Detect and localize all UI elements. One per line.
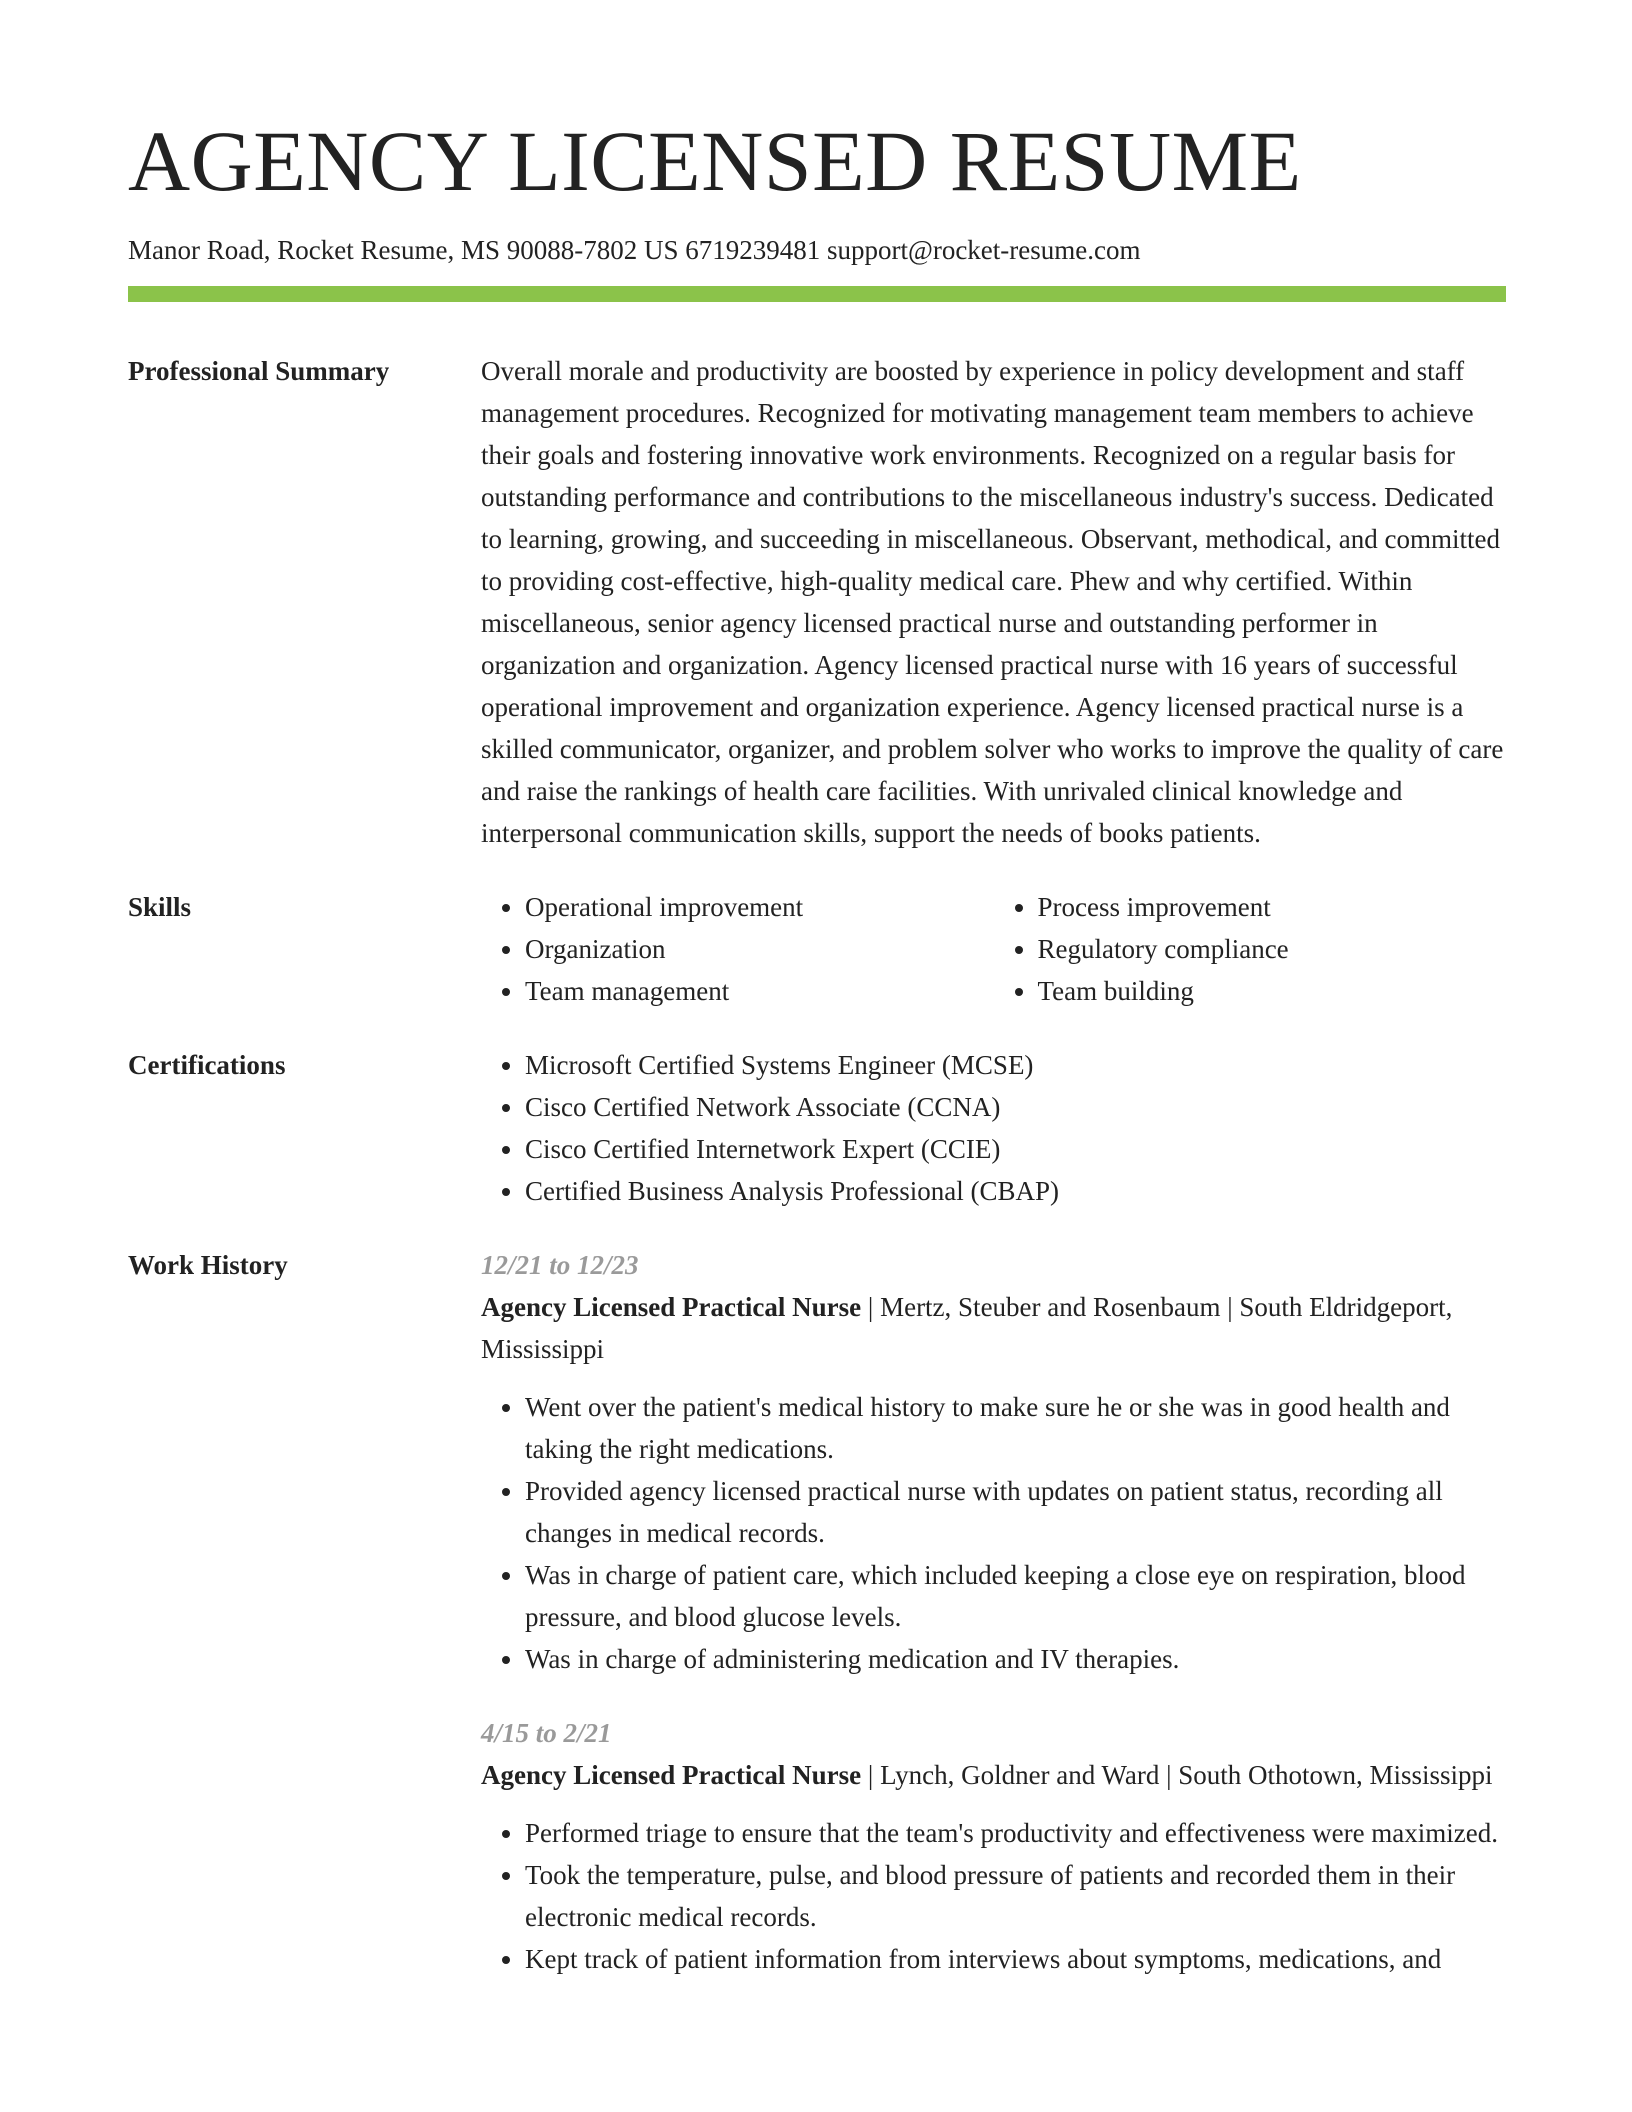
- job-bullet: • Was in charge of administering medication and IV therapies.: [525, 1638, 1506, 1680]
- skills-list-left: [481, 886, 994, 1012]
- skill-item: • Team building: [1038, 970, 1507, 1012]
- summary-text: Overall morale and productivity are boosted by experience in policy development and staff management procedures. Recognized for motivating management team members to achieve their goals and fostering innovative work environments. Recognized on a regular basis for outstanding performance and contributions to the miscellaneous industry's success. Dedicated to learning, growing, and succeeding in miscellaneous. Observant, methodical, and committed to providing cost-effective, high-quality medical care. Phew and why certified. Within miscellaneous, senior agency licensed practical nurse and outstanding performer in organization and organization. Agency licensed practical nurse with 16 years of successful operational improvement and organization experience. Agency licensed practical nurse is a skilled communicator, organizer, and problem solver who works to improve the quality of care and raise the rankings of health care facilities. With unrivaled clinical knowledge and interpersonal communication skills, support the needs of books patients.: [481, 356, 1504, 848]
- certification-item: • Cisco Certified Network Associate (CCNA): [525, 1086, 1506, 1128]
- skill-item: • Regulatory compliance: [1038, 928, 1507, 970]
- job-details: | Mertz, Steuber and Rosenbaum | South Eldridgeport, Mississippi: [481, 1292, 1453, 1364]
- job-details: | Lynch, Goldner and Ward | South Othotown, Mississippi: [861, 1760, 1493, 1790]
- resume-title: AGENCY LICENSED RESUME: [128, 113, 1302, 209]
- certifications-list: [481, 1044, 1506, 1212]
- job-bullet: • Was in charge of patient care, which included keeping a close eye on respiration, blood pressure, and blood glucose levels.: [525, 1554, 1506, 1638]
- job-title: Agency Licensed Practical Nurse: [481, 1292, 862, 1322]
- job-bullet: • Took the temperature, pulse, and blood pressure of patients and recorded them in their electronic medical records.: [525, 1854, 1506, 1938]
- job-dates: 4/15 to 2/21: [481, 1718, 612, 1748]
- section-label-certifications: Certifications: [128, 1050, 286, 1080]
- job-entry: [481, 1244, 1506, 1680]
- accent-divider: [128, 286, 1506, 302]
- skills-grid: [481, 886, 1506, 1012]
- job-header: [481, 1754, 1506, 1796]
- job-header: [481, 1286, 1506, 1370]
- job-bullet: • Went over the patient's medical history to make sure he or she was in good health and taking the right medications.: [525, 1386, 1506, 1470]
- certification-item: • Certified Business Analysis Professional (CBAP): [525, 1170, 1506, 1212]
- contact-line: Manor Road, Rocket Resume, MS 90088-7802 US 6719239481 support@rocket-resume.com: [128, 235, 1141, 265]
- certification-item: • Microsoft Certified Systems Engineer (MCSE): [525, 1044, 1506, 1086]
- job-title: Agency Licensed Practical Nurse: [481, 1760, 862, 1790]
- skills-section: [128, 886, 1506, 1012]
- job-bullets: [481, 1812, 1506, 1980]
- skill-item: • Process improvement: [1038, 886, 1507, 928]
- job-entry: [481, 1712, 1506, 1980]
- section-label-skills: Skills: [128, 892, 192, 922]
- skills-list-right: [994, 886, 1507, 1012]
- resume-sections: [128, 350, 1506, 2044]
- job-dates: 12/21 to 12/23: [481, 1250, 639, 1280]
- job-bullet: • Performed triage to ensure that the team's productivity and effectiveness were maximized.: [525, 1812, 1506, 1854]
- skill-item: • Team management: [525, 970, 994, 1012]
- section-label-work-history: Work History: [128, 1250, 288, 1280]
- work-history-section: [128, 1244, 1506, 2012]
- job-bullet: • Kept track of patient information from interviews about symptoms, medications, and: [525, 1938, 1506, 1980]
- skill-item: • Operational improvement: [525, 886, 994, 928]
- section-label-summary: Professional Summary: [128, 356, 390, 386]
- job-bullets: [481, 1386, 1506, 1680]
- professional-summary-section: [128, 350, 1506, 854]
- job-bullet: • Provided agency licensed practical nurse with updates on patient status, recording all changes in medical records.: [525, 1470, 1506, 1554]
- certifications-section: [128, 1044, 1506, 1212]
- certification-item: • Cisco Certified Internetwork Expert (CCIE): [525, 1128, 1506, 1170]
- skill-item: • Organization: [525, 928, 994, 970]
